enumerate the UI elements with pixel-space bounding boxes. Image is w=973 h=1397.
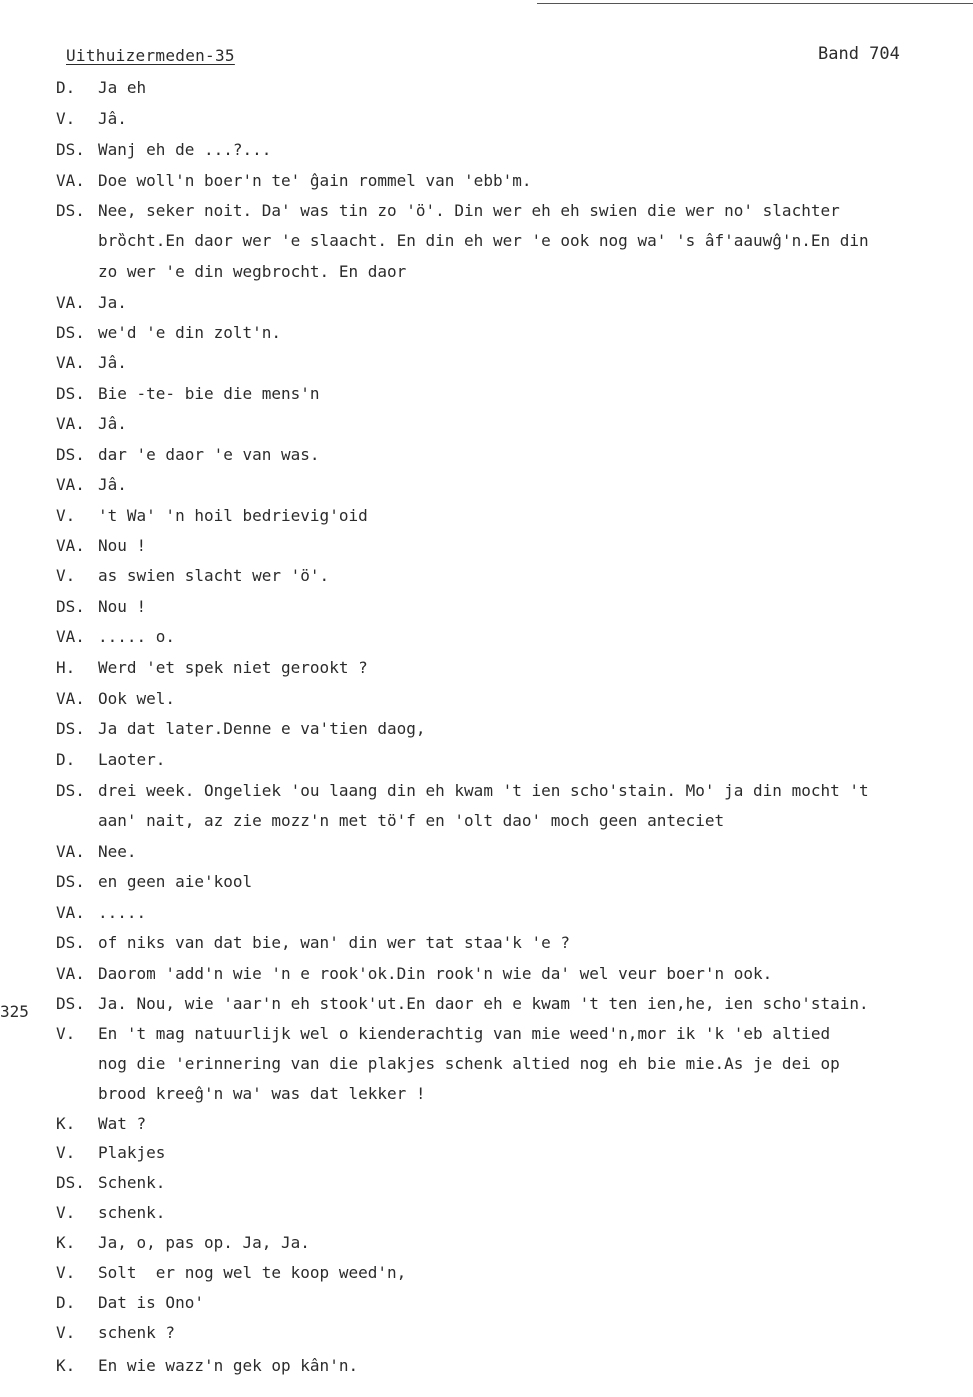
transcript-continuation-line	[0, 261, 973, 283]
transcript-line	[0, 871, 973, 893]
line-text: Doe woll'n boer'n te' ĝain rommel van 'ebb'm.	[98, 171, 532, 190]
transcript-line	[0, 170, 973, 192]
speaker-label: DS.	[56, 933, 85, 952]
line-text: Bie -te- bie die mens'n	[98, 384, 320, 403]
line-text: drei week. Ongeliek 'ou laang din eh kwam 't ien scho'stain. Mo' ja din mocht 't	[98, 781, 869, 800]
transcript-line	[0, 1355, 973, 1377]
line-text: Ja eh	[98, 78, 147, 97]
line-text: dar 'e daor 'e van was.	[98, 445, 320, 464]
speaker-label: VA.	[56, 353, 85, 372]
line-text: Jâ.	[98, 414, 127, 433]
speaker-label: H.	[56, 658, 76, 677]
page-header-title	[66, 46, 235, 65]
transcript-line	[0, 1142, 973, 1164]
line-text: Nou !	[98, 536, 147, 555]
transcript-continuation-line	[0, 1053, 973, 1075]
speaker-label: D.	[56, 78, 76, 97]
speaker-label: DS.	[56, 781, 85, 800]
line-text: 't Wa' 'n hoil bedrievig'oid	[98, 506, 368, 525]
line-text: schenk.	[98, 1203, 166, 1222]
speaker-label: K.	[56, 1233, 76, 1252]
speaker-label: DS.	[56, 872, 85, 891]
line-text: Wat ?	[98, 1114, 147, 1133]
speaker-label: V.	[56, 1203, 76, 1222]
line-text: Jâ.	[98, 353, 127, 372]
line-text: schenk ?	[98, 1323, 176, 1342]
transcript-line	[0, 688, 973, 710]
transcript-line	[0, 139, 973, 161]
speaker-label: V.	[56, 1263, 76, 1282]
margin-counter: 325	[0, 1002, 29, 1021]
line-text: zo wer 'e din wegbrocht. En daor	[98, 262, 407, 281]
transcript-line	[0, 292, 973, 314]
speaker-label: VA.	[56, 689, 85, 708]
transcript-line	[0, 1023, 973, 1045]
line-text: Dat is Ono'	[98, 1293, 204, 1312]
speaker-label: V.	[56, 109, 76, 128]
transcript-line	[0, 1232, 973, 1254]
transcript-line	[0, 749, 973, 771]
speaker-label: DS.	[56, 201, 85, 220]
speaker-label: VA.	[56, 964, 85, 983]
line-text: we'd 'e din zolt'n.	[98, 323, 282, 342]
speaker-label: VA.	[56, 293, 85, 312]
transcript-line	[0, 77, 973, 99]
speaker-label: DS.	[56, 140, 85, 159]
line-text: Laoter.	[98, 750, 166, 769]
speaker-label: DS.	[56, 719, 85, 738]
transcript-line	[0, 383, 973, 405]
speaker-label: V.	[56, 566, 76, 585]
line-text: brȍcht.En daor wer 'e slaacht. En din eh wer 'e ook nog wa' 's âf'aauwĝ'n.En din	[98, 231, 869, 250]
page-header-band: Band 704	[818, 44, 900, 64]
speaker-label: VA.	[56, 903, 85, 922]
line-text: brood kreeĝ'n wa' was dat lekker !	[98, 1084, 426, 1103]
transcript-line	[0, 444, 973, 466]
transcript-line	[0, 505, 973, 527]
line-text: Jâ.	[98, 475, 127, 494]
transcript-line	[0, 657, 973, 679]
line-text: aan' nait, az zie mozz'n met tö'f en 'olt dao' moch geen anteciet	[98, 811, 725, 830]
transcript-line	[0, 200, 973, 222]
transcript-line	[0, 1113, 973, 1135]
transcript-line	[0, 902, 973, 924]
speaker-label: D.	[56, 750, 76, 769]
transcript-line	[0, 1292, 973, 1314]
speaker-label: VA.	[56, 414, 85, 433]
line-text: ..... o.	[98, 627, 176, 646]
transcript-line	[0, 413, 973, 435]
line-text: nog die 'erinnering van die plakjes schenk altied nog eh bie mie.As je dei op	[98, 1054, 840, 1073]
speaker-label: D.	[56, 1293, 76, 1312]
speaker-label: VA.	[56, 627, 85, 646]
speaker-label: DS.	[56, 323, 85, 342]
transcript-line	[0, 963, 973, 985]
transcript-line	[0, 932, 973, 954]
speaker-label: VA.	[56, 475, 85, 494]
transcript-line	[0, 535, 973, 557]
transcript-line	[0, 780, 973, 802]
line-text: Ja, o, pas op. Ja, Ja.	[98, 1233, 310, 1252]
transcript-line	[0, 1322, 973, 1344]
line-text: Nee.	[98, 842, 137, 861]
line-text: en geen aie'kool	[98, 872, 253, 891]
line-text: Nou !	[98, 597, 147, 616]
transcript-line	[0, 352, 973, 374]
speaker-label: DS.	[56, 994, 85, 1013]
speaker-label: DS.	[56, 597, 85, 616]
line-text: Werd 'et spek niet gerookt ?	[98, 658, 368, 677]
line-text: Schenk.	[98, 1173, 166, 1192]
line-text: Nee, seker noit. Da' was tin zo 'ö'. Din wer eh eh swien die wer no' slachter	[98, 201, 840, 220]
line-text: Solt er nog wel te koop weed'n,	[98, 1263, 407, 1282]
line-text: Ook wel.	[98, 689, 176, 708]
line-text: Jâ.	[98, 109, 127, 128]
speaker-label: V.	[56, 1024, 76, 1043]
transcript-continuation-line	[0, 230, 973, 252]
transcript-line	[0, 1202, 973, 1224]
line-text: .....	[98, 903, 147, 922]
speaker-label: VA.	[56, 842, 85, 861]
line-text: Wanj eh de ...?...	[98, 140, 272, 159]
speaker-label: V.	[56, 506, 76, 525]
speaker-label: VA.	[56, 536, 85, 555]
transcript-line	[0, 596, 973, 618]
transcript-line	[0, 108, 973, 130]
transcript-line	[0, 993, 973, 1015]
line-text: En 't mag natuurlijk wel o kienderachtig van mie weed'n,mor ik 'k 'eb altied	[98, 1024, 831, 1043]
transcript-line	[0, 718, 973, 740]
transcript-line	[0, 1172, 973, 1194]
line-text: as swien slacht wer 'ö'.	[98, 566, 330, 585]
transcript-continuation-line	[0, 810, 973, 832]
line-text: Plakjes	[98, 1143, 166, 1162]
transcript-line	[0, 841, 973, 863]
line-text: Ja. Nou, wie 'aar'n eh stook'ut.En daor eh e kwam 't ten ien,he, ien scho'stain.	[98, 994, 869, 1013]
line-text: Ja.	[98, 293, 127, 312]
header-title-text: Uithuizermeden-35	[66, 46, 235, 65]
speaker-label: K.	[56, 1114, 76, 1133]
speaker-label: V.	[56, 1143, 76, 1162]
line-text: of niks van dat bie, wan' din wer tat staa'k 'e ?	[98, 933, 571, 952]
transcript-line	[0, 322, 973, 344]
speaker-label: DS.	[56, 384, 85, 403]
top-rule	[537, 3, 973, 4]
speaker-label: DS.	[56, 1173, 85, 1192]
line-text: Ja dat later.Denne e va'tien daog,	[98, 719, 426, 738]
transcript-line	[0, 474, 973, 496]
speaker-label: V.	[56, 1323, 76, 1342]
transcript-line	[0, 1262, 973, 1284]
speaker-label: K.	[56, 1356, 76, 1375]
transcript-line	[0, 565, 973, 587]
transcript-line	[0, 626, 973, 648]
line-text: Daorom 'add'n wie 'n e rook'ok.Din rook'n wie da' wel veur boer'n ook.	[98, 964, 773, 983]
speaker-label: VA.	[56, 171, 85, 190]
speaker-label: DS.	[56, 445, 85, 464]
transcript-continuation-line	[0, 1083, 973, 1105]
line-text: En wie wazz'n gek op kân'n.	[98, 1356, 359, 1375]
